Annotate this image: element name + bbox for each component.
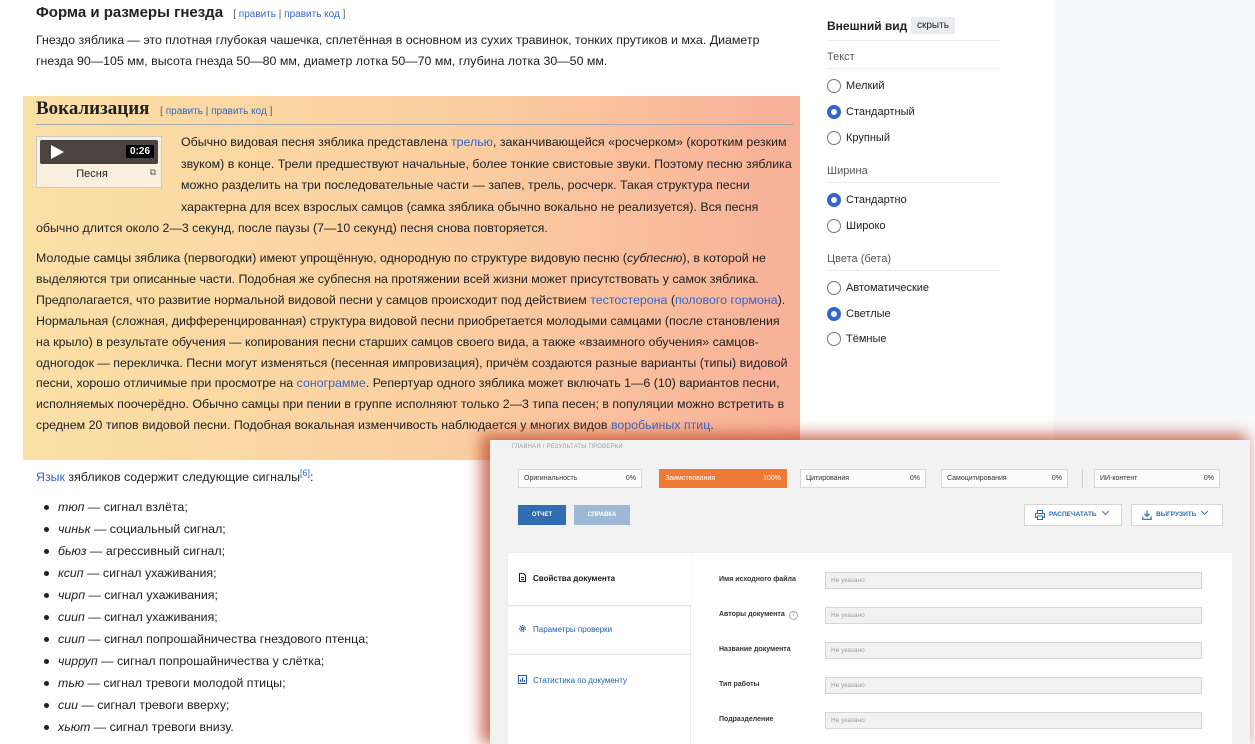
input-department[interactable]: Не указано (825, 712, 1202, 729)
colors-heading: Цвета (бета) (827, 253, 891, 265)
nav-check-parameters[interactable]: Параметры проверки (518, 624, 612, 634)
section-heading-nest (36, 4, 345, 21)
trill-link[interactable]: трелью (450, 135, 493, 149)
divider (827, 182, 1000, 183)
audio-caption: Песня (76, 168, 108, 180)
list-item: ксип — сигнал ухаживания; (44, 562, 369, 584)
edit-code-link[interactable]: править код (211, 106, 267, 117)
input-authors[interactable]: Не указано (825, 607, 1202, 624)
language-link[interactable]: Язык (36, 470, 65, 485)
section-title: Форма и размеры гнезда (36, 4, 224, 21)
divider (827, 40, 1000, 41)
side-nav (508, 553, 691, 744)
section-heading-vocal (36, 98, 272, 120)
passerine-link[interactable]: воробьиных птиц (610, 418, 711, 433)
testosterone-link[interactable]: тестостерона (590, 292, 668, 307)
edit-separator: | (276, 9, 285, 20)
stat-originality[interactable]: Оригинальность 0% (518, 469, 642, 488)
input-work-type[interactable]: Не указано (825, 677, 1202, 694)
text-size-heading: Текст (827, 51, 855, 63)
label-file-name: Имя исходного файла (719, 576, 796, 583)
report-button[interactable]: ОТЧЕТ (518, 505, 566, 525)
play-icon[interactable] (51, 145, 64, 159)
sonogram-link[interactable]: сонограмме (296, 376, 366, 391)
edit-code-link[interactable]: править код (284, 9, 340, 20)
list-item: тью — сигнал тревоги молодой птицы; (44, 672, 369, 694)
list-item: сиип — сигнал ухаживания; (44, 606, 369, 628)
label-title: Название документа (719, 646, 791, 653)
export-button[interactable] (1131, 504, 1223, 526)
edit-links: [ править | править код ] (160, 106, 273, 117)
appearance-title: Внешний вид (827, 19, 908, 33)
list-item: чиньк — социальный сигнал; (44, 518, 369, 540)
stat-self-citations[interactable]: Самоцитирования 0% (941, 469, 1068, 488)
plagiarism-report-window (490, 440, 1250, 744)
language-intro: Язык зябликов содержит следующие сигналы[6]: (36, 468, 314, 485)
list-item: хьют — сигнал тревоги внизу. (44, 716, 369, 738)
breadcrumb: ГЛАВНАЯ / РЕЗУЛЬТАТЫ ПРОВЕРКИ (512, 444, 623, 450)
input-title[interactable]: Не указано (825, 642, 1202, 659)
nav-document-statistics[interactable]: Статистика по документу (518, 675, 627, 685)
stat-borrowings[interactable]: Заимствования 100% (659, 469, 787, 488)
help-icon[interactable]: ? (789, 611, 798, 620)
divider (827, 68, 1000, 69)
divider (827, 270, 1000, 271)
list-item: тюп — сигнал взлёта; (44, 496, 369, 518)
gear-icon (518, 624, 527, 633)
reference-link[interactable]: [6] (299, 468, 310, 478)
appearance-panel: Внешний вид скрыть Текст Мелкий Стандартный Крупный Ширина Стандартно Широко Цвета (бета) Автоматические Светлые Тёмные (810, 0, 1053, 744)
print-label: РАСПЕЧАТАТЬ (1049, 511, 1097, 518)
stat-citations[interactable]: Цитирования 0% (800, 469, 926, 488)
label-department: Подразделение (719, 716, 774, 723)
list-item: сии — сигнал тревоги вверху; (44, 694, 369, 716)
chart-icon (518, 675, 527, 684)
divider (1082, 469, 1083, 488)
edit-links: [ править | править код ] (233, 9, 346, 20)
edit-link[interactable]: править (165, 106, 203, 117)
chevron-down-icon (1101, 508, 1108, 515)
heading-divider (36, 124, 794, 125)
label-authors: Авторы документа ? (719, 611, 798, 620)
download-icon (1142, 510, 1152, 520)
vocal-title: Вокализация (36, 98, 150, 119)
list-item: чирруп — сигнал попрошайничества у слётка; (44, 650, 369, 672)
stat-ai-content[interactable]: ИИ-контент 0% (1094, 469, 1220, 488)
sex-hormone-link[interactable]: полового гормона (674, 292, 778, 307)
list-item: сиип — сигнал попрошайничества гнездового птенца; (44, 628, 369, 650)
export-label: ВЫГРУЗИТЬ (1156, 511, 1197, 518)
document-icon (518, 573, 527, 582)
printer-icon (1035, 510, 1045, 520)
edit-link[interactable]: править (238, 9, 277, 20)
list-item: бьюз — агрессивный сигнал; (44, 540, 369, 562)
vocal-paragraph-2: Молодые самцы зяблика (первогодки) имеют упрощённую, однородную по структуре видовую песню (субпесню), в которой не выделяются три описанные части. Подобная же субпесня на протяжении всей жизни может присутствовать у самок зяблика. Предполагается, что развитие нормальной видовой песни у самцов происходит под действием тестостерона (полового гормона). Нормальная (сложная, дифференцированная) структура видовой песни приобретается молодыми самцами (после становления на крыло) в результате обучения — копирования песни старших самцов своего вида, а также «взаимного обучения» самцов-одногодок — перекличка. Песни могут изменяться (песенная импровизация), причём создаются разные варианты (типы) видовой песни, хорошо отличимые при просмотре на сонограмме. Репертуар одного зяблика может включать 1—6 (10) вариантов песни, исполняемых поочерёдно. Обычно самцы при пении в группе исполняют только 2—3 типа песен; в популяции можно встретить в среднем 20 типов видовой песни. Подобная вокальная изменчивость наблюдается у многих видов воробьиных птиц. (36, 251, 788, 433)
input-file-name[interactable]: Не указано (825, 572, 1202, 589)
subsong-term: субпесню (626, 251, 683, 265)
signals-list (44, 496, 369, 738)
print-button[interactable] (1024, 504, 1122, 526)
nav-document-properties[interactable]: Свойства документа (518, 573, 615, 583)
label-work-type: Тип работы (719, 681, 760, 688)
expand-icon[interactable]: ⧉ (149, 167, 156, 177)
document-panel (508, 553, 1232, 744)
audio-duration: 0:26 (126, 145, 154, 158)
edit-separator: | (202, 106, 212, 117)
vocal-paragraph-1: Обычно видовая песня зяблика представлена трелью, заканчивающейся «росчерком» (коротким резким звуком) в конце. Трели предшествуют начальные, более тонкие свистовые звуки. Поэтому песню зяблика можно разделить на три последовательные части — запев, трель, росчерк. Такая структура песни характерна для всех взрослых самцов (самка зяблика обычно вокально не реализуется). Вся песня обычно длится около 2—3 секунд, после паузы (7—10 секунд) песня снова повторяется. (36, 135, 792, 236)
audio-widget (36, 136, 162, 188)
nest-paragraph: Гнездо зяблика — это плотная глубокая чашечка, сплетённая в основном из сухих травинок, тонких прутиков и мха. Диаметр гнезда 90—105 мм, высота гнезда 50—80 мм, диаметр лотка 50—70 мм, глубина лотка 30—50 мм. (36, 33, 760, 68)
hide-button[interactable]: скрыть (911, 17, 955, 34)
width-heading: Ширина (827, 165, 868, 177)
chevron-down-icon (1201, 508, 1208, 515)
list-item: чирп — сигнал ухаживания; (44, 584, 369, 606)
audio-player[interactable] (40, 140, 158, 164)
help-button[interactable]: СПРАВКА (574, 505, 630, 525)
